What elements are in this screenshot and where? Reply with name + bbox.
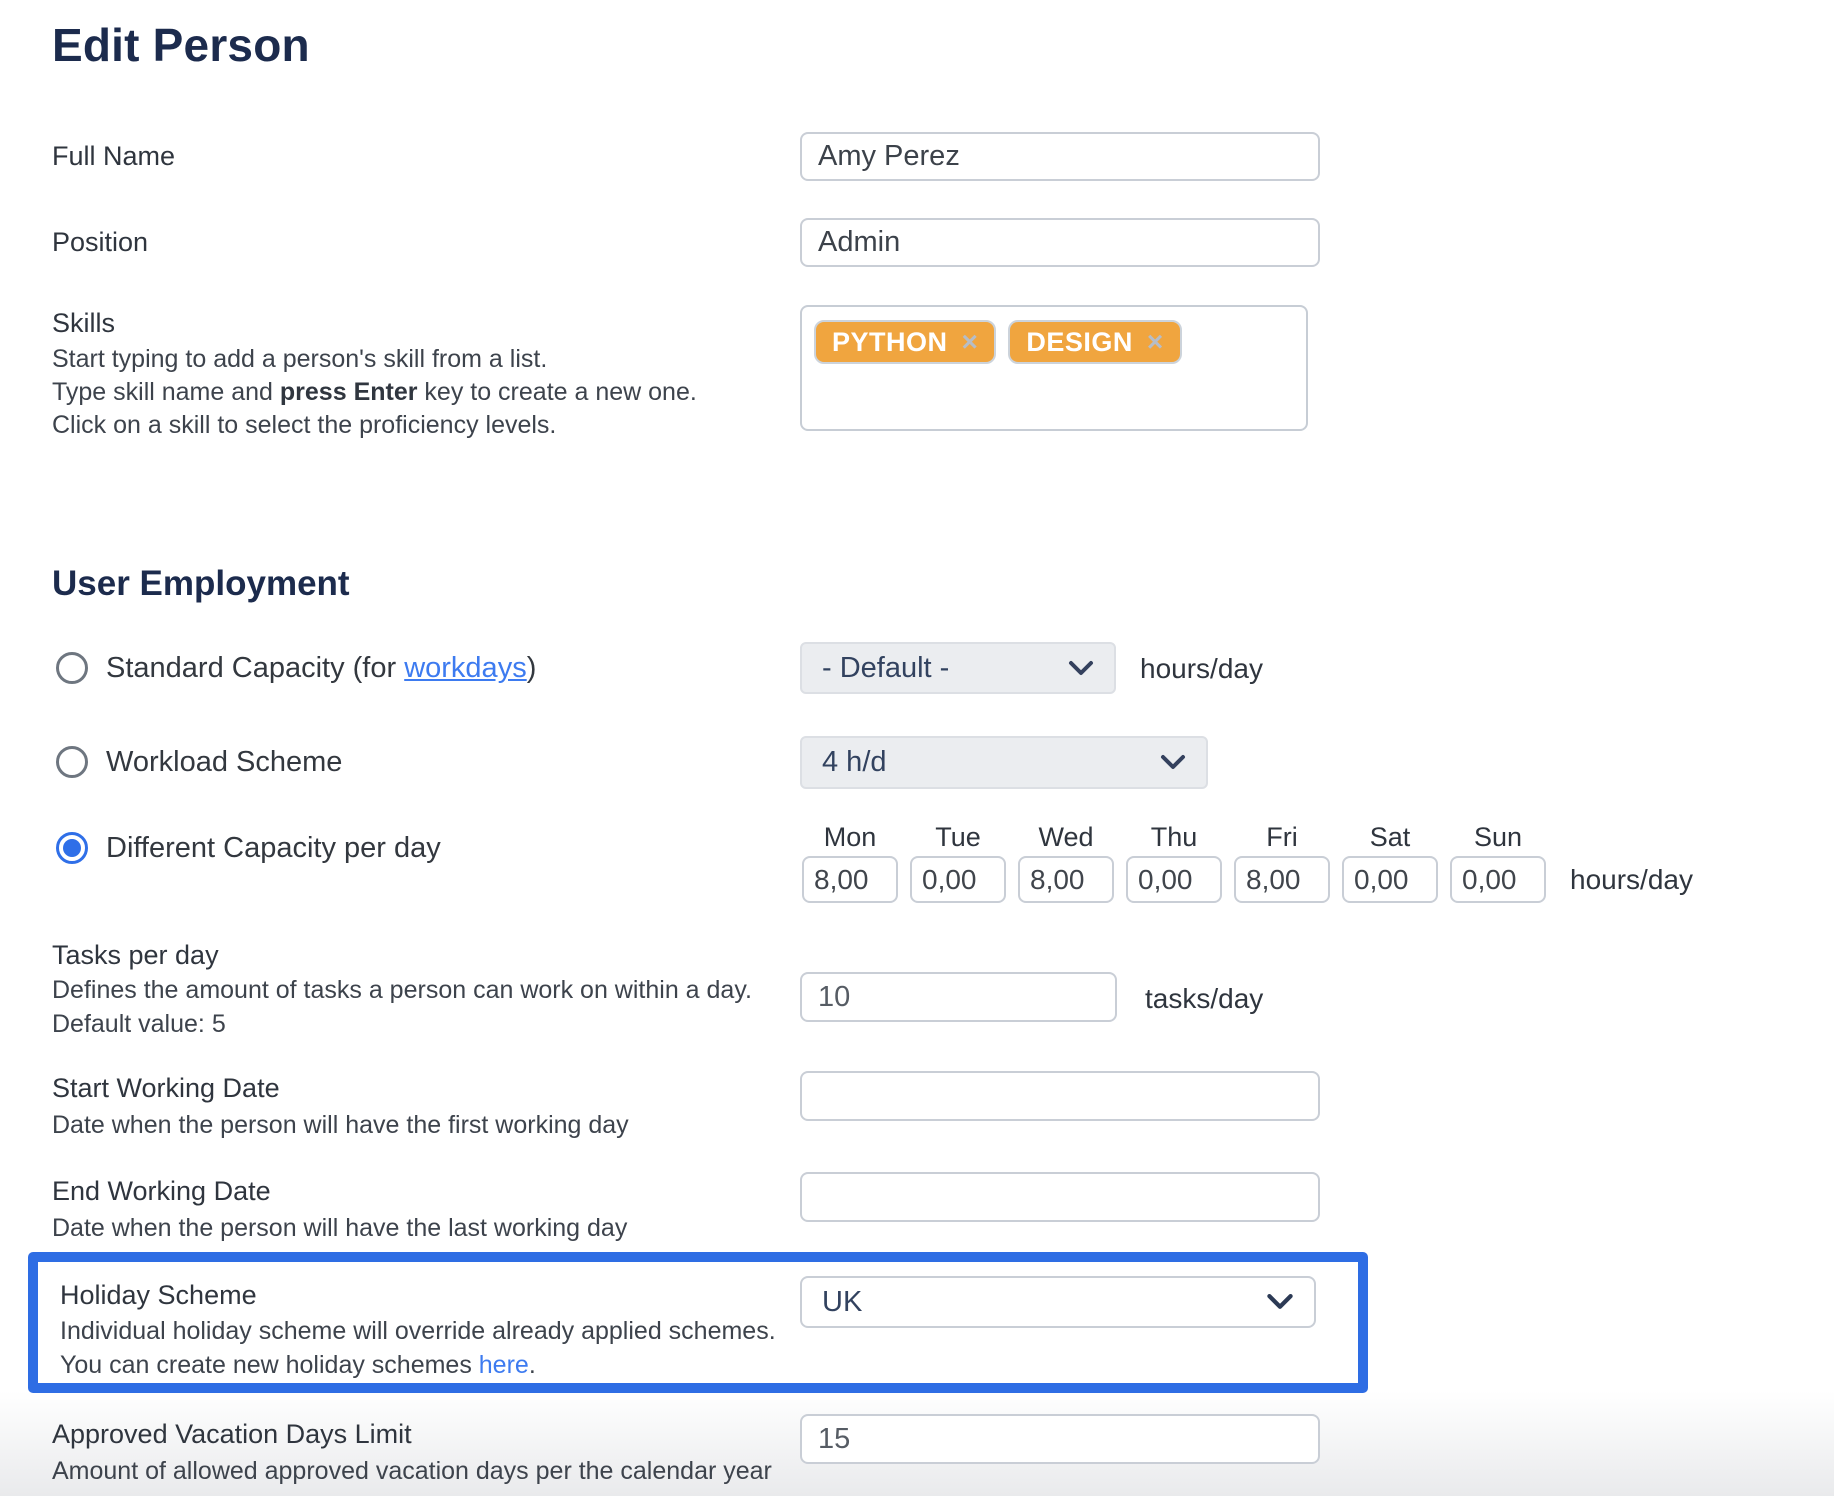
chevron-down-icon: [1266, 1293, 1294, 1311]
start-working-date-input[interactable]: [818, 1080, 1302, 1113]
day-header-fri: Fri: [1266, 822, 1298, 852]
workload-scheme-select-value: 4 h/d: [822, 746, 887, 778]
vacation-days-limit-field-frame: [800, 1414, 1320, 1464]
vacation-days-limit-help: Amount of allowed approved vacation days per the calendar year: [52, 1457, 772, 1485]
day-header-mon: Mon: [823, 822, 877, 852]
capacity-input-wed[interactable]: [1018, 856, 1114, 903]
tasks-per-day-unit: tasks/day: [1145, 983, 1264, 1014]
standard-capacity-select[interactable]: [800, 642, 1116, 694]
start-working-date-label: Start Working Date: [52, 1073, 280, 1103]
holiday-scheme-label: Holiday Scheme: [60, 1280, 257, 1310]
chevron-down-icon: [1160, 754, 1186, 771]
position-label: Position: [52, 227, 149, 257]
day-header-thu: Thu: [1150, 822, 1198, 852]
end-working-date-label: End Working Date: [52, 1176, 271, 1206]
skills-label: Skills: [52, 308, 116, 338]
capacity-input-mon[interactable]: [802, 856, 898, 903]
skill-tag-python-remove-icon[interactable]: ×: [961, 326, 979, 357]
holiday-scheme-select[interactable]: [800, 1276, 1316, 1328]
standard-capacity-unit: hours/day: [1140, 653, 1263, 684]
holiday-scheme-select-value: UK: [822, 1285, 863, 1318]
end-working-date-field-frame: [800, 1172, 1320, 1222]
standard-capacity-label-post: ): [526, 652, 537, 684]
standard-capacity-label[interactable]: [106, 650, 536, 686]
workload-scheme-select[interactable]: [800, 736, 1208, 789]
day-header-sat: Sat: [1369, 822, 1411, 852]
standard-capacity-label-pre: Standard Capacity (for: [106, 652, 405, 684]
skills-help-line2-post: key to create a new one.: [417, 378, 697, 406]
radio-different-capacity[interactable]: [56, 832, 88, 864]
tasks-per-day-help1: Defines the amount of tasks a person can work on within a day.: [52, 976, 752, 1004]
end-working-date-input[interactable]: [818, 1181, 1302, 1214]
different-capacity-label[interactable]: Different Capacity per day: [106, 832, 441, 864]
skill-tag-design-remove-icon[interactable]: ×: [1146, 326, 1164, 357]
chevron-down-icon: [1068, 660, 1094, 677]
holiday-scheme-help1: Individual holiday scheme will override already applied schemes.: [60, 1317, 776, 1345]
skills-help-line2-bold: press Enter: [279, 378, 418, 406]
capacity-input-tue[interactable]: [910, 856, 1006, 903]
vacation-days-limit-label: Approved Vacation Days Limit: [52, 1419, 412, 1449]
holiday-scheme-help2-pre: You can create new holiday schemes: [60, 1351, 479, 1379]
capacity-input-fri[interactable]: [1234, 856, 1330, 903]
standard-capacity-select-value: - Default -: [822, 651, 950, 684]
capacity-input-thu[interactable]: [1126, 856, 1222, 903]
skill-tag-python-label: PYTHON: [832, 326, 948, 357]
holiday-scheme-help2-post: .: [528, 1351, 536, 1379]
position-field-frame: [800, 218, 1320, 267]
capacity-input-sun[interactable]: [1450, 856, 1546, 903]
day-header-sun: Sun: [1473, 822, 1523, 852]
skills-help-line2-pre: Type skill name and: [52, 378, 280, 406]
tasks-per-day-field-frame: [800, 972, 1117, 1022]
skills-help-line3: Click on a skill to select the proficiency levels.: [52, 411, 557, 439]
skills-tag-input[interactable]: [800, 305, 1308, 431]
workload-scheme-label[interactable]: Workload Scheme: [106, 746, 343, 778]
tasks-per-day-label: Tasks per day: [52, 940, 219, 970]
radio-standard-capacity[interactable]: [56, 652, 88, 684]
radio-workload-scheme[interactable]: [56, 746, 88, 778]
different-capacity-unit: hours/day: [1570, 864, 1693, 895]
start-working-date-help: Date when the person will have the first working day: [52, 1111, 629, 1139]
position-input[interactable]: [818, 226, 1302, 259]
tasks-per-day-input[interactable]: [818, 981, 1099, 1014]
workdays-link[interactable]: workdays: [404, 652, 527, 684]
skill-tag-design[interactable]: [1008, 320, 1181, 364]
day-header-wed: Wed: [1038, 822, 1094, 852]
capacity-input-sat[interactable]: [1342, 856, 1438, 903]
day-header-tue: Tue: [935, 822, 981, 852]
full-name-field-frame: [800, 132, 1320, 181]
holiday-scheme-help2: [60, 1349, 536, 1382]
radio-selected-dot: [63, 839, 81, 857]
skills-help-line1: Start typing to add a person's skill from a list.: [52, 345, 548, 373]
vacation-days-limit-input[interactable]: [818, 1423, 1302, 1456]
full-name-input[interactable]: [818, 140, 1302, 173]
page-title: Edit Person: [52, 19, 310, 71]
holiday-scheme-here-link[interactable]: here: [478, 1351, 529, 1379]
tasks-per-day-help2: Default value: 5: [52, 1010, 226, 1038]
start-working-date-field-frame: [800, 1071, 1320, 1121]
skill-tag-python[interactable]: [814, 320, 996, 364]
skill-tag-design-label: DESIGN: [1026, 326, 1133, 357]
full-name-label: Full Name: [52, 141, 176, 171]
end-working-date-help: Date when the person will have the last working day: [52, 1214, 628, 1242]
user-employment-heading: User Employment: [52, 564, 350, 603]
skills-help-line2: [52, 376, 697, 409]
